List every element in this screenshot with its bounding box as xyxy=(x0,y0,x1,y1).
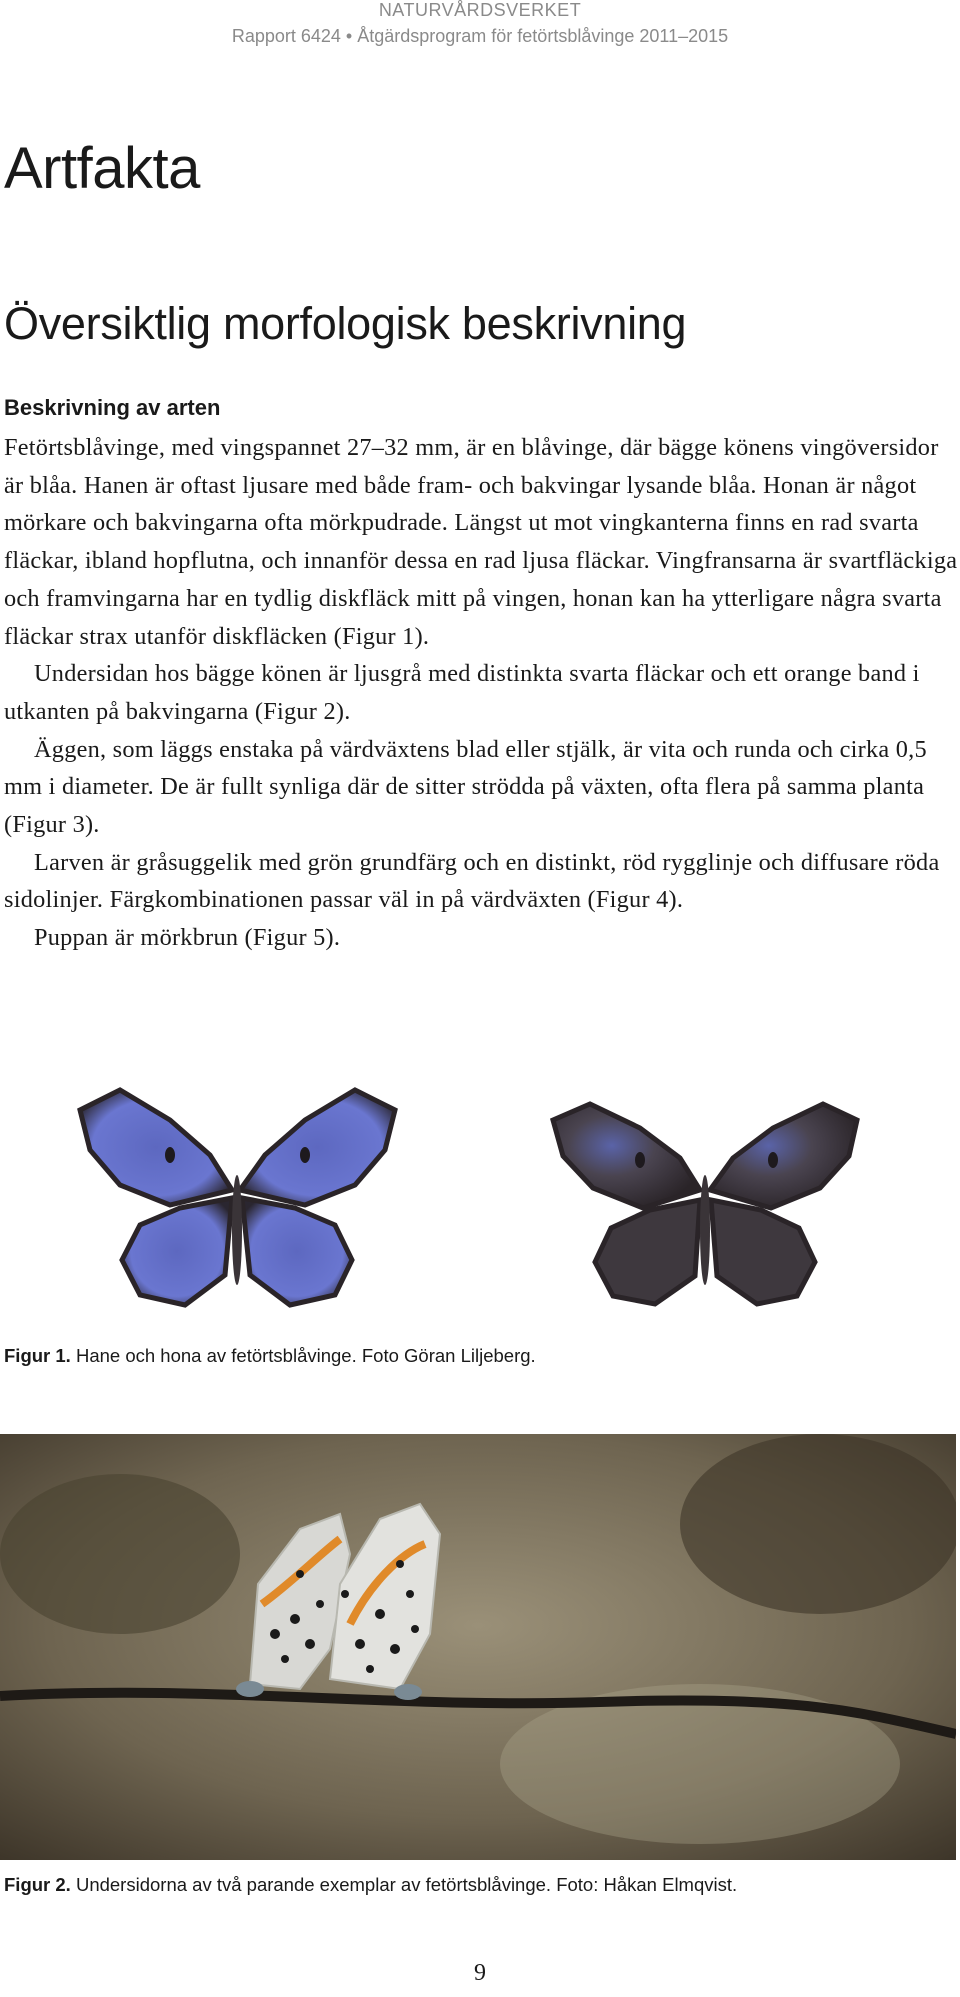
paragraph: Puppan är mörkbrun (Figur 5). xyxy=(34,924,341,952)
paragraph: Fetörtsblåvinge, med vingspannet 27–32 mm, är en blåvinge, där bägge könens vingöversidor är blåa. Hanen är oftast ljusare med både fram- och bakvingar lysande blåa. Honan är något mörkare och bakvingarna ofta mörkpudrade. Längst ut mot vingkanterna finns en rad svarta fläckar, ibland hopflutna, och innanför dessa en rad ljusa fläckar. Vingfransarna är svartfläckiga och framvingarna har en tydlig diskfläck mitt på vingen, honan kan ha ytterligare några svarta fläckar strax utanför diskfläcken (Figur 1). xyxy=(4,434,958,650)
header-report-title: Rapport 6424 • Åtgärdsprogram för fetörtsblåvinge 2011–2015 xyxy=(231,26,729,46)
figure-1-caption-text: Hane och hona av fetörtsblåvinge. Foto Göran Liljeberg. xyxy=(75,1345,536,1366)
section-title: Översiktlig morfologisk beskrivning xyxy=(4,298,687,349)
figure-1-label: Figur 1. xyxy=(4,1345,71,1366)
figure-1-butterflies-image xyxy=(60,1080,960,1320)
paragraph: Äggen, som läggs enstaka på värdväxtens blad eller stjälk, är vita och runda och cirka 0,5 mm i diameter. De är fullt synliga där de sitter strödda på växten, ofta flera på samma planta (Figur 3). xyxy=(4,735,927,839)
female-butterfly xyxy=(553,1104,857,1304)
figure-2-caption xyxy=(4,1874,737,1896)
body-text xyxy=(4,429,960,957)
paragraph: Larven är gråsuggelik med grön grundfärg och en distinkt, röd rygglinje och diffusare röda sidolinjer. Färgkombinationen passar väl in på värdväxten (Figur 4). xyxy=(4,848,940,914)
page-title: Artfakta xyxy=(4,136,200,201)
figure-1-caption xyxy=(4,1345,536,1367)
header-organization: NATURVÅRDSVERKET xyxy=(378,0,582,20)
male-butterfly xyxy=(80,1090,395,1305)
figure-2-mating-pair-photo xyxy=(0,1434,956,1860)
figure-2-caption-text: Undersidorna av två parande exemplar av fetörtsblåvinge. Foto: Håkan Elmqvist. xyxy=(75,1874,738,1895)
subheading: Beskrivning av arten xyxy=(4,395,221,420)
page-number: 9 xyxy=(474,1960,486,1986)
paragraph: Undersidan hos bägge könen är ljusgrå med distinkta svarta fläckar och ett orange band i utkanten på bakvingarna (Figur 2). xyxy=(4,660,920,725)
figure-2-label: Figur 2. xyxy=(4,1874,71,1895)
